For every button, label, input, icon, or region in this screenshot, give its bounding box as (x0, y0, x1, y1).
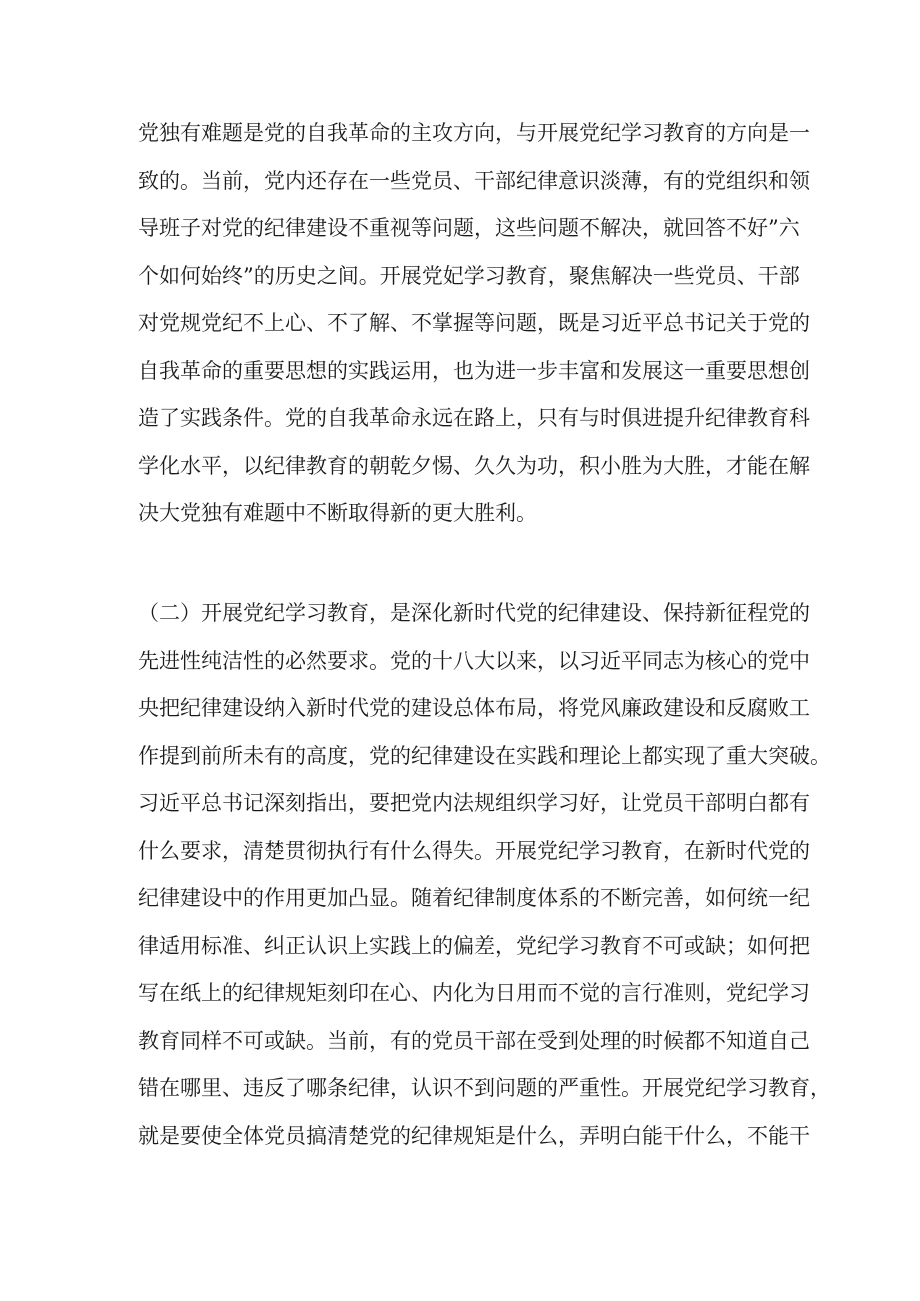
text-line: 决大党独有难题中不断取得新的更大胜利。 (138, 501, 537, 525)
text-line: 写在纸上的纪律规矩刻印在心、内化为日用而不觉的言行准则，党纪学习 (138, 981, 810, 1005)
text-line: 造了实践条件。党的自我革命永远在路上，只有与时俱进提升纪律教育科 (138, 406, 810, 430)
text-line: 自我革命的重要思想的实践运用，也为进一步丰富和发展这一重要思想创 (138, 358, 810, 383)
text-line: 先进性纯洁性的必然要求。党的十八大以来，以习近平同志为核心的党中 (138, 648, 810, 673)
text-line: 纪律建设中的作用更加凸显。随着纪律制度体系的不断完善，如何统一纪 (138, 886, 810, 910)
text-line: 教育同样不可或缺。当前，有的党员干部在受到处理的时候都不知道自己 (138, 1028, 810, 1053)
text-line: 党独有难题是党的自我革命的主攻方向，与开展党纪学习教育的方向是一 (138, 121, 810, 145)
text-line: 错在哪里、违反了哪条纪律，认识不到问题的严重性。开展党纪学习教育， (138, 1076, 831, 1100)
text-line: 习近平总书记深刻指出，要把党内法规组织学习好，让党员干部明白都有 (138, 791, 810, 815)
text-line: 就是要使全体党员搞清楚党的纪律规矩是什么，弄明白能干什么，不能干 (138, 1123, 810, 1148)
text-line: 律适用标准、纠正认识上实践上的偏差，党纪学习教育不可或缺；如何把 (138, 933, 810, 958)
text-line: 央把纪律建设纳入新时代党的建设总体布局，将党风廉政建设和反腐败工 (138, 696, 810, 720)
text-line: 什么要求，清楚贯彻执行有什么得失。开展党纪学习教育，在新时代党的 (138, 838, 810, 863)
text-line: 学化水平，以纪律教育的朝乾夕惕、久久为功，积小胜为大胜，才能在解 (138, 453, 810, 478)
text-line: 导班子对党的纪律建设不重视等问题，这些问题不解决，就回答不好”六 (138, 216, 800, 240)
paragraph-2 (138, 590, 831, 1160)
text-line: 作提到前所未有的高度，党的纪律建设在实践和理论上都实现了重大突破。 (138, 743, 831, 768)
paragraph-1 (138, 110, 810, 538)
text-line: 对党规党纪不上心、不了解、不掌握等问题，既是习近平总书记关于党的 (138, 311, 810, 335)
text-line: 个如何始终”的历史之间。开展党妃学习教育，聚焦解决一些党员、干部 (138, 263, 800, 288)
text-line: 致的。当前，党内还存在一些党员、干部纪律意识淡薄，有的党组织和领 (138, 168, 810, 193)
text-line: （二）开展党纪学习教育，是深化新时代党的纪律建设、保持新征程党的 (138, 601, 810, 625)
